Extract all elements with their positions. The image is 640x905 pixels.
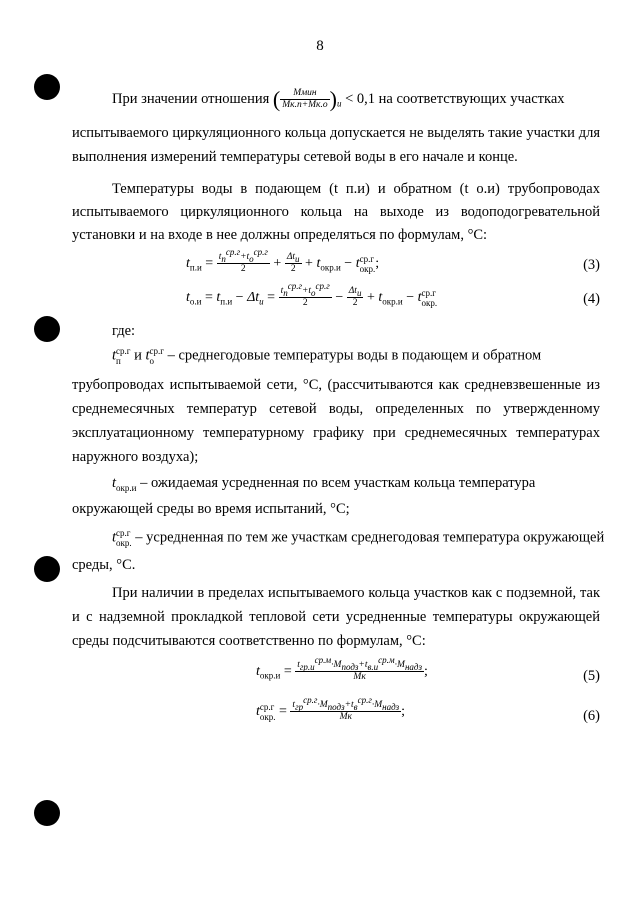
formula-4: $t_{о.и} = t_{п.и} - \Delta t_и$ = $\frac{t_п^{ср.г}+t_о^{ср.г}}{2}$ − $\frac{\Delta t_и}{2}$ + $t_{окр.и} - t$ ср.г окр. — [186, 281, 438, 309]
formula-6: t ср.г окр. = $\frac{t_{гр}^{ср.г}\cdot M_{подз}+t_в^{ср.г}\cdot M_{надз}}{Mк}$ ; — [256, 695, 406, 723]
paragraph-line: среды, °С. — [72, 557, 136, 573]
paragraph-line: При наличии в пределах испытываемого кольца участков как с подземной, так — [112, 585, 600, 601]
text-span: – среднегодовые температуры воды в подающем и обратном — [167, 347, 542, 364]
punch-hole-mark — [34, 316, 60, 342]
ratio-fraction: $\frac{\text{Mмин}}{Mк.п+Mк.о}$ — [282, 88, 328, 110]
page-number: 8 — [316, 38, 324, 54]
paragraph-line: и с надземной прокладкой тепловой сети усредненные температуры окружающей — [72, 609, 600, 625]
paragraph-line: испытываемого циркуляционного кольца допускается не выделять такие участки для — [72, 125, 600, 141]
paragraph-line: испытываемого циркуляционного кольца на выходе из водоподогревательной — [72, 204, 600, 220]
paragraph-line: t ср.г окр. – усредненная по тем же участкам среднегодовая температура окружающей — [112, 528, 605, 548]
equation-number: (6) — [583, 708, 600, 724]
formula-3: $t_{п.и}$ = $\frac{t_п^{ср.г}+t_о^{ср.г}}{2}$ + $\frac{\Delta t_и}{2}$ + $t_{окр.и} - t$ ср.г окр. ; — [186, 247, 380, 275]
paragraph-line: среды подсчитываются соответственно по формулам, °С: — [72, 633, 426, 649]
formula-5: $t_{окр.и}$ = $\frac{t_{гр.и}^{ср.м}\cdot M_{подз}+t_{в.и}^{ср.м}\cdot M_{надз}}{Mк}$ ; — [256, 655, 428, 683]
paragraph-line: установки и на входе в нее должны определяться по формулам, °С: — [72, 227, 488, 243]
punch-hole-mark — [34, 556, 60, 582]
equation-number: (4) — [583, 291, 600, 307]
paragraph-line: наружного воздуха); — [72, 449, 199, 465]
paragraph-line: При значении отношения ( $\frac{\text{Mмин}}{Mк.п+Mк.о}$ )$_и < 0,1$ на соответствующих участках — [112, 86, 565, 112]
text-span: – ожидаемая усредненная по всем участкам кольца температура — [140, 475, 536, 491]
paragraph-line: t ср.г п и t ср.г о – среднегодовые температуры воды в подающем и обратном — [112, 346, 542, 366]
paragraph-line: эксплуатационному температурному графику при среднемесячных температурах — [72, 425, 600, 441]
paragraph-line: среднемесячных температур сетевой воды, определенных по утвержденному — [72, 401, 600, 417]
text-span: – усредненная по тем же участкам среднегодовая температура окружающей — [135, 529, 605, 546]
text-span: При значении отношения — [112, 90, 270, 107]
paragraph-line: где: — [112, 323, 136, 339]
paragraph-line: выполнения измерений температуры сетевой воды в его начале и конце. — [72, 149, 518, 165]
equation-number: (3) — [583, 257, 600, 273]
equation-number: (5) — [583, 668, 600, 684]
paragraph-line: трубопроводах испытываемой сети, °С, (рассчитываются как средневзвешенные из — [72, 377, 600, 393]
text-span: < 0,1 на соответствующих участках — [345, 90, 565, 107]
punch-hole-mark — [34, 800, 60, 826]
paragraph-line: $t_{окр.и}$ – ожидаемая усредненная по всем участкам кольца температура — [112, 475, 536, 493]
paragraph-line: Температуры воды в подающем (t п.и) и обратном (t о.и) трубопроводах — [112, 181, 600, 197]
paragraph-line: окружающей среды во время испытаний, °С; — [72, 501, 350, 517]
punch-hole-mark — [34, 74, 60, 100]
